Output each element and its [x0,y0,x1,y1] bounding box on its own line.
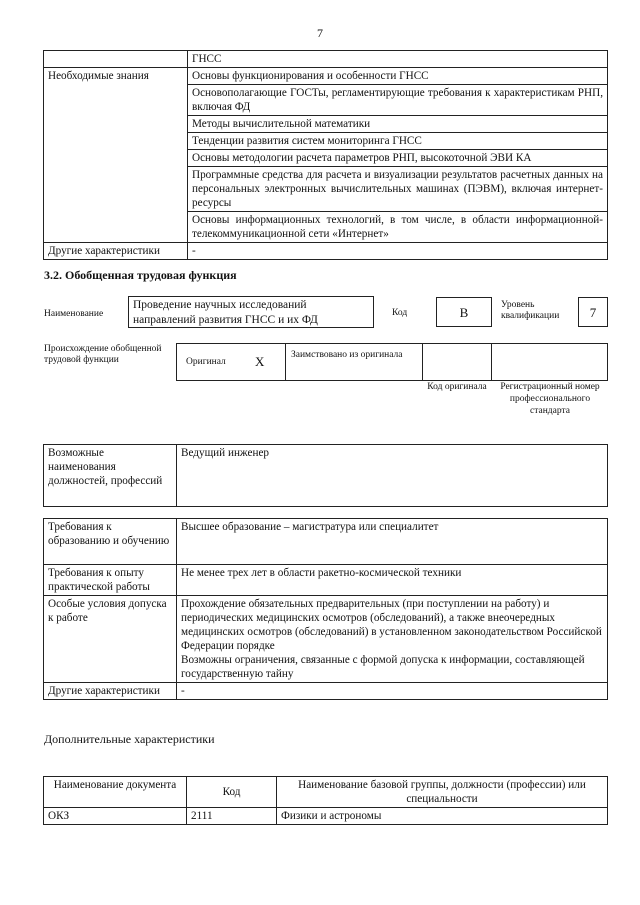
other-value: - [188,243,608,260]
table-row [44,68,608,85]
positions-value: Ведущий инженер [177,445,608,507]
knowledge-table [43,50,608,260]
table-row [44,51,608,68]
origin-box [176,343,608,381]
requirement-label: Требования к опыту практической работы [44,565,177,596]
original-label: Оригинал [186,357,226,367]
table-cell: ГНСС [188,51,608,68]
knowledge-item: Основы функционирования и особенности ГНСС [188,68,608,85]
divider [285,343,286,381]
section-title: 3.2. Обобщенная трудовая функция [44,268,237,282]
requirement-label: Требования к образованию и обучению [44,519,177,565]
borrowed-label: Заимствовано из оригинала [291,350,403,360]
level-value: 7 [578,297,608,327]
divider [422,343,423,381]
knowledge-item: Тенденции развития систем мониторинга ГНСС [188,133,608,150]
table-row [44,445,608,507]
knowledge-item: Основы информационных технологий, в том числе, в области информационной-телекоммуникационной сети «Интернет» [188,212,608,243]
knowledge-item: Основы методологии расчета параметров РНП, высокоточной ЭВИ КА [188,150,608,167]
table-cell: Физики и астрономы [277,808,608,825]
table-cell: ОКЗ [44,808,187,825]
code-original-caption: Код оригинала [427,382,487,392]
positions-table [43,444,608,507]
requirement-value: Высшее образование – магистратура или специалитет [177,519,608,565]
page-number: 7 [317,26,323,40]
other-label: Другие характеристики [44,243,188,260]
requirement-value: Прохождение обязательных предварительных (при поступлении на работу) и периодических медицинских осмотров (обследований), а также внеочередных медицинских осмотров (обследований) в установленном законодательством Российской Федерации порядке [181,598,602,652]
requirement-value: Не менее трех лет в области ракетно-космической техники [177,565,608,596]
function-name: Проведение научных исследований направлений развития ГНСС и их ФД [128,296,374,328]
code-value: В [436,297,492,327]
table-row [44,519,608,565]
column-header: Наименование базовой группы, должности (профессии) или специальности [277,777,608,808]
origin-label: Происхождение обобщенной трудовой функции [44,344,162,366]
level-label: Уровень квалификации [501,300,560,322]
divider [491,343,492,381]
name-label: Наименование [44,309,104,319]
requirement-label: Особые условия допуска к работе [44,596,177,683]
requirement-label: Другие характеристики [44,683,177,700]
table-row [44,565,608,596]
requirements-table [43,518,608,700]
table-row [44,596,608,683]
positions-label: Возможные наименования должностей, профессий [44,445,177,507]
requirement-value: Возможны ограничения, связанные с формой допуска к информации, составляющей государственную тайну [181,654,585,680]
table-row [44,243,608,260]
registration-caption: Регистрационный номер профессионального стандарта [500,382,600,416]
column-header: Наименование документа [44,777,187,808]
knowledge-item: Программные средства для расчета и визуализации результатов расчетных данных на персональных электронных вычислительных машинах (ПЭВМ), включая интернет-ресурсы [188,167,608,212]
extra-title: Дополнительные характеристики [44,732,215,746]
knowledge-label: Необходимые знания [44,68,188,243]
knowledge-item: Методы вычислительной математики [188,116,608,133]
table-row [44,808,608,825]
extra-table [43,776,608,825]
column-header: Код [187,777,277,808]
requirement-value: - [177,683,608,700]
code-label: Код [392,308,408,318]
knowledge-item: Основополагающие ГОСТы, регламентирующие требования к характеристикам РНП, включая ФД [188,85,608,116]
table-header-row [44,777,608,808]
table-cell: 2111 [187,808,277,825]
original-mark: Х [255,354,265,369]
table-row [44,683,608,700]
